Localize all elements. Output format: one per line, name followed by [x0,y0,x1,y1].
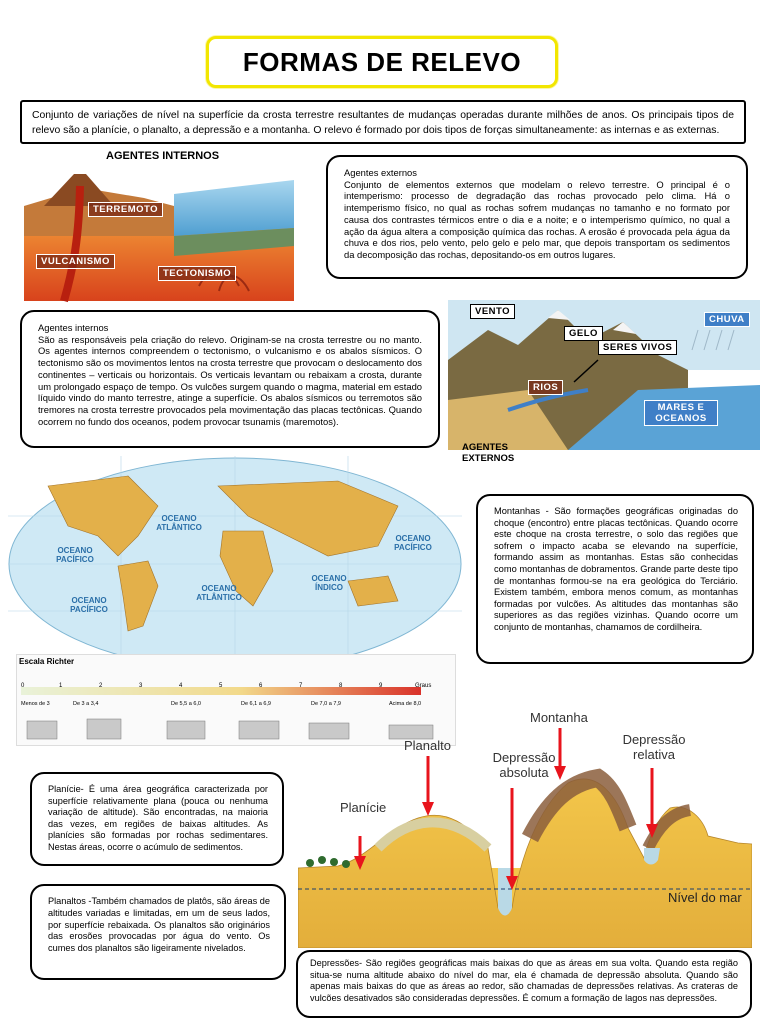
richter-level: 0 [21,683,25,689]
external-agents-heading: Agentes externos [344,167,417,178]
richter-level: 8 [339,683,343,689]
planicie-text: Planície- É uma área geográfica caracterizada por superfície relativamente plana (pouca ou nenhuma variação de altitude). São encontradas, na maioria das vezes, em regiões de baixas altitudes. As planícies são formadas por rochas sedimentares. Nestas áreas, ocorre o acúmulo de sedimentos. [48,784,268,852]
richter-caption: Acima de 8,0 [389,701,422,707]
tag-terremoto: TERREMOTO [88,202,163,217]
richter-level: 3 [139,683,143,689]
planaltos-text: Planaltos -Também chamados de platôs, são áreas de altitudes variadas e limitadas, em um de seus lados, por superfície rebaixada. Os planaltos são originários das erosões provocadas por água do vento. Os cumes dos planaltos são ligeiramente nivelados. [48,896,270,954]
internal-agents-box [20,310,440,448]
label-nivel-do-mar: Nível do mar [668,890,742,905]
montanhas-text: Montanhas - São formações geográficas originadas do choque (encontro) entre placas tectônicas. Quando ocorre este choque na crosta terrestre, o solo das regiões que sofrem o impacto acaba se elevando na superfície, formando assim as montanhas. Estas são conhecidas como montanhas de dobramentos. Grande parte deste tipo de montanhas formou-se na era geológica do Terciário. Existem também, embora menos comum, as montanhas formadas por vulcões. As altitudes das montanhas são superiores as das regiões vizinhas. Quando ocorre um conjunto de montanhas, chamamos de cordilheira. [494,506,738,632]
world-map-illustration [8,456,462,672]
richter-level: 1 [59,683,63,689]
external-agents-text: Conjunto de elementos externos que modelam o relevo terrestre. O principal é o intemperismo: processo de degradação das rochas provocado pelo clima. Há o intemperismo físico, no qual as rochas sofrem mudanças no tamanho e no formato por causa dos contrastes térmicos entre o dia e a noite; e o intemperismo químico, no qual a ação da água altera a composição química das rochas. A erosão é provocada pela água da chuva e dos rios, pelo vento, pelo gelo e pelo mar, que depois transportam os sedimentos da decomposição das rochas, depositando-os em outros lugares. [344,178,730,260]
richter-caption: De 7,0 a 7,9 [311,701,341,707]
internal-diagram-heading: AGENTES INTERNOS [106,150,220,162]
richter-scale-title: Escala Richter [19,657,75,666]
tag-vulcanismo: VULCANISMO [36,254,115,269]
richter-levels [17,683,457,693]
intro-paragraph: Conjunto de variações de nível na superfície da crosta terrestre resultantes de mudanças operadas durante milhões de anos. Os principais tipos de relevo são a planície, o planalto, a depressão e a montanha. O relevo é formado por dois tipos de forças simultaneamente: as internas e as externas. [20,100,746,144]
ocean-label-5: OCEANO PACÍFICO [70,596,108,614]
tag-tectonismo: TECTONISMO [158,266,236,281]
internal-agents-illustration [24,166,296,306]
richter-level: 7 [299,683,303,689]
richter-caption: Menos de 3 [21,701,50,707]
label-depressao-relativa [614,732,694,762]
planicie-box [30,772,284,866]
richter-caption: De 3 a 3,4 [73,701,99,707]
label-depressao-absoluta-1: Depressão [492,750,556,765]
richter-caption: De 5,5 a 6,0 [171,701,201,707]
tag-chuva: CHUVA [704,312,750,327]
label-planalto: Planalto [404,738,451,753]
ocean-label-2: OCEANO PACÍFICO [56,546,94,564]
internal-agents-heading: Agentes internos [38,322,109,333]
depressoes-box [296,950,752,1018]
ocean-label-4: OCEANO ATLÂNTICO [196,584,242,602]
ocean-label-3: OCEANO ÍNDICO [311,574,347,592]
label-depressao-relativa-1: Depressão [622,732,686,747]
label-depressao-relativa-2: relativa [633,747,675,762]
planaltos-box [30,884,286,980]
ocean-label-1: OCEANO ATLÂNTICO [156,514,202,532]
richter-level: 9 [379,683,383,689]
label-planicie: Planície [340,800,387,815]
page-title: FORMAS DE RELEVO [242,46,522,77]
external-diagram-heading: AGENTES EXTERNOS [462,442,515,464]
tag-vento: VENTO [470,304,515,319]
richter-caption: De 6,1 a 6,9 [241,701,271,707]
tag-seres-vivos: SERES VIVOS [598,340,677,355]
relief-forms-diagram [298,708,752,948]
label-depressao-absoluta [488,750,560,780]
tag-mares-oceanos: MARES E OCEANOS [644,400,718,426]
world-relief-map [8,456,462,672]
label-depressao-absoluta-2: absoluta [499,765,549,780]
depressoes-text: Depressões- São regiões geográficas mais baixas do que as áreas em sua volta. Quando esta região situa-se numa altitude abaixo do nível do mar, ela é chamada de depressão absoluta. Quando são apenas mais baixas do que as áreas ao redor, são chamadas de depressões relativas. As crateras de vulcões desativados são consideradas depressões. É comum a formação de lagos nas depressões. [310,958,738,1003]
richter-level: 5 [219,683,223,689]
internal-agents-text: São as responsáveis pela criação do relevo. Originam-se na crosta terrestre ou no manto. Os agentes internos compreendem o tectonismo, o vulcanismo e os abalos sísmicos. O tectonismo são os movimentos lentos na crosta terrestre que provocam o deslocamento dos continentes – verticais ou horizontais. Os verticais levantam ou rebaixam a crosta, durante um prolongado espaço de tempo. Os vulcões surgem quando o magma, material em estado líquido vindo do manto terrestre, atinge a superfície. Os abalos sísmicos ou terremotos são tremores na crosta terrestre provocados pela movimentação das placas tectônicas. Quando ocorrem no fundo dos oceanos, podem provocar tsunamis (maremotos). [38,333,422,427]
external-agents-box [326,155,748,279]
external-agents-diagram [448,300,760,472]
tag-gelo: GELO [564,326,603,341]
tag-rios: RIOS [528,380,563,395]
richter-level: 2 [99,683,103,689]
label-montanha: Montanha [530,710,588,725]
richter-level: Graus [415,683,432,689]
montanhas-box [476,494,754,664]
ocean-label-6: OCEANO PACÍFICO [394,534,432,552]
internal-agents-diagram [24,148,296,306]
richter-level: 6 [259,683,263,689]
title-box [206,36,558,88]
richter-level: 4 [179,683,183,689]
